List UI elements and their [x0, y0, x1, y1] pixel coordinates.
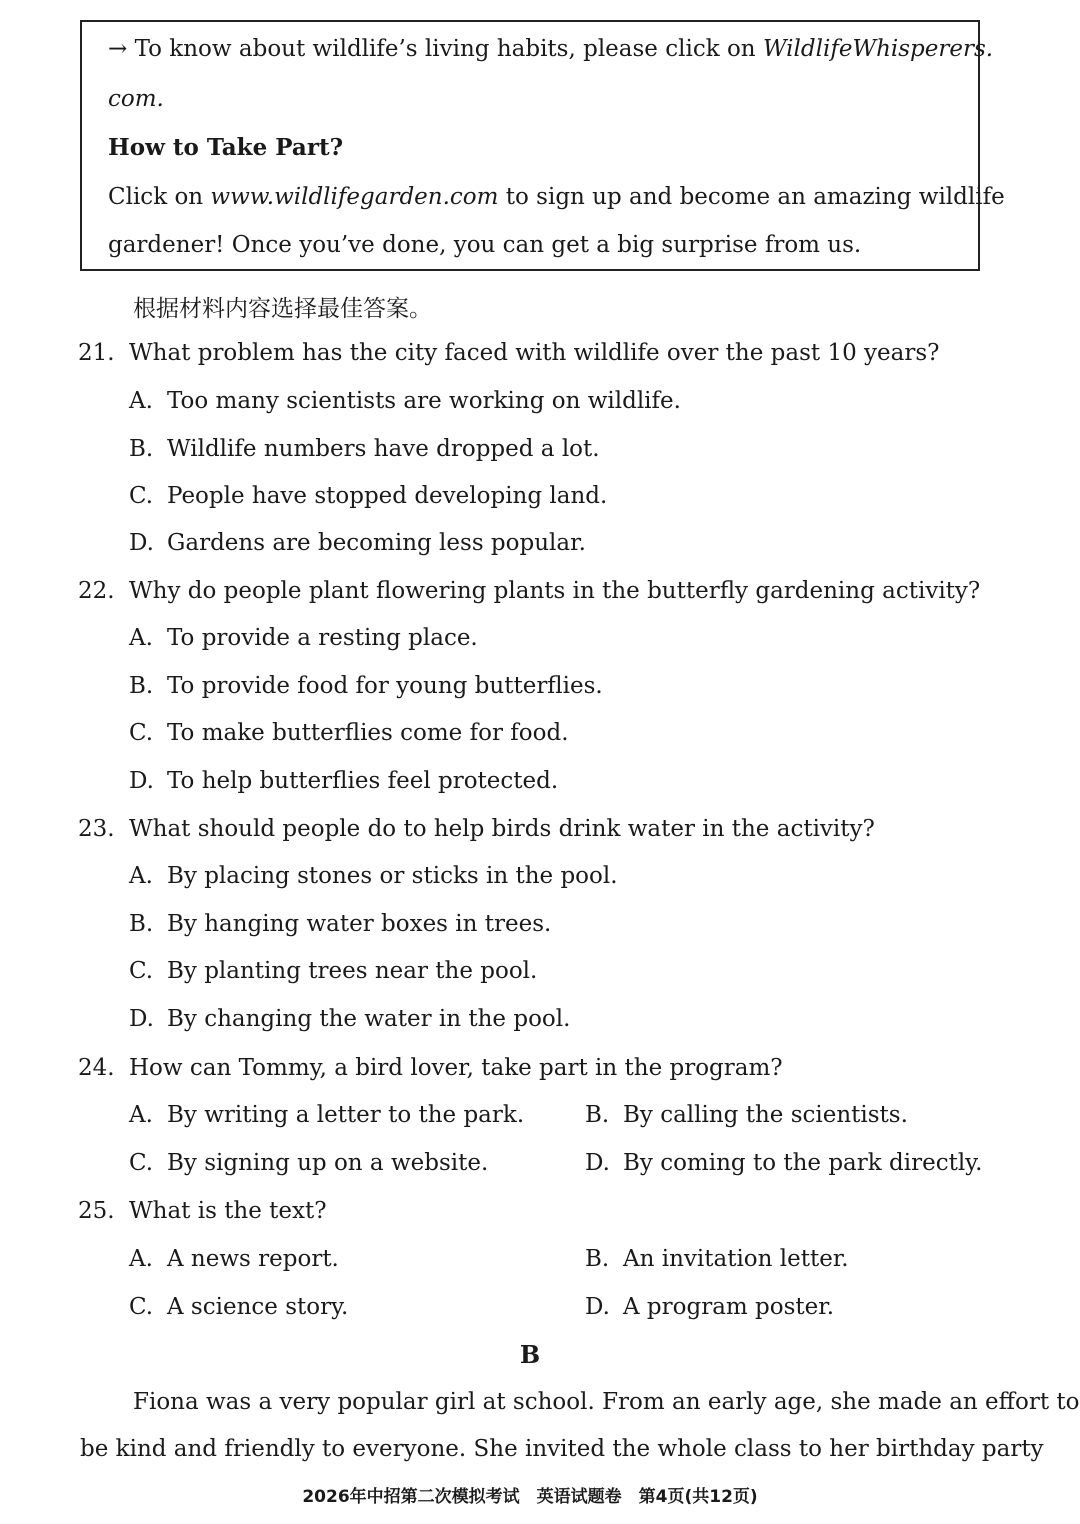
option-letter: A. [129, 1102, 153, 1128]
section-heading-b: B [519, 1340, 541, 1369]
box-heading: How to Take Part? [108, 134, 344, 161]
option-letter: D. [129, 1006, 154, 1032]
box-line2-url: com. [108, 86, 164, 112]
option-letter: C. [129, 483, 154, 509]
passage-line-2: be kind and friendly to everyone. She invited the whole class to her birthday party [80, 1436, 1044, 1462]
option-text: By calling the scientists. [623, 1102, 908, 1128]
passage-line-1: Fiona was a very popular girl at school. From an early age, she made an effort to [133, 1389, 1080, 1415]
option-text: A program poster. [623, 1294, 835, 1320]
option-text: To help butterflies feel protected. [167, 768, 559, 794]
question-text: What problem has the city faced with wildlife over the past 10 years? [129, 340, 940, 366]
question-number: 22. [78, 578, 115, 604]
option-letter: D. [585, 1150, 610, 1176]
option-22-c [129, 720, 569, 746]
option-text: By writing a letter to the park. [167, 1102, 525, 1128]
box-line3-suffix: to sign up and become an amazing wildlife [498, 184, 1005, 210]
option-25-a [129, 1246, 339, 1272]
question-number: 23. [78, 816, 115, 842]
option-letter: C. [129, 720, 154, 746]
option-24-d [585, 1150, 982, 1176]
page-footer: 2026年中招第二次模拟考试 英语试题卷 第4页(共12页) [302, 1487, 758, 1507]
question-number: 25. [78, 1198, 115, 1224]
question-text: How can Tommy, a bird lover, take part in the program? [129, 1055, 783, 1081]
option-24-a [129, 1102, 524, 1128]
option-22-b [129, 673, 603, 699]
option-text: A science story. [167, 1294, 349, 1320]
option-25-b [585, 1246, 849, 1272]
question-text: Why do people plant flowering plants in the butterfly gardening activity? [129, 578, 981, 604]
option-text: Wildlife numbers have dropped a lot. [167, 436, 600, 462]
box-line-3 [108, 184, 1005, 210]
option-letter: D. [129, 768, 154, 794]
box-line-2 [108, 86, 164, 112]
option-text: To provide food for young butterflies. [167, 673, 603, 699]
option-text: An invitation letter. [623, 1246, 849, 1272]
info-box [80, 20, 1005, 271]
option-text: By planting trees near the pool. [167, 958, 538, 984]
question-text: What is the text? [129, 1198, 327, 1224]
option-text: A news report. [167, 1246, 339, 1272]
box-line3-url: www.wildlifegarden.com [210, 184, 499, 210]
option-text: People have stopped developing land. [167, 483, 608, 509]
box-line3-prefix: Click on [108, 184, 211, 210]
question-number: 24. [78, 1055, 115, 1081]
option-24-b [585, 1102, 908, 1128]
option-letter: D. [129, 530, 154, 556]
option-text: Too many scientists are working on wildlife. [167, 388, 681, 414]
option-letter: B. [129, 911, 154, 937]
option-text: To provide a resting place. [167, 625, 478, 651]
option-letter: C. [129, 1294, 154, 1320]
option-letter: B. [129, 436, 154, 462]
option-25-d [585, 1294, 834, 1320]
option-letter: A. [129, 1246, 153, 1272]
box-line1-prefix: → To know about wildlife’s living habits, please click on [108, 36, 763, 62]
option-22-d [129, 768, 558, 794]
option-letter: C. [129, 958, 154, 984]
question-number: 21. [78, 340, 115, 366]
option-text: To make butterflies come for food. [167, 720, 569, 746]
option-21-b [129, 436, 600, 462]
option-letter: D. [585, 1294, 610, 1320]
option-25-c [129, 1294, 348, 1320]
option-24-c [129, 1150, 488, 1176]
option-23-a [129, 863, 618, 889]
option-letter: C. [129, 1150, 154, 1176]
instruction: 根据材料内容选择最佳答案。 [133, 296, 432, 322]
option-letter: A. [129, 863, 153, 889]
option-text: By coming to the park directly. [623, 1150, 983, 1176]
box-line1-url: WildlifeWhisperers. [762, 36, 994, 62]
box-line-4: gardener! Once you’ve done, you can get a big surprise from us. [108, 232, 862, 258]
box-line-1 [108, 36, 994, 62]
option-21-d [129, 530, 586, 556]
option-text: By placing stones or sticks in the pool. [167, 863, 618, 889]
option-23-c [129, 958, 537, 984]
option-21-a [129, 388, 681, 414]
option-22-a [129, 625, 478, 651]
option-letter: B. [585, 1102, 610, 1128]
question-text: What should people do to help birds drink water in the activity? [129, 816, 875, 842]
option-text: By hanging water boxes in trees. [167, 911, 552, 937]
option-21-c [129, 483, 607, 509]
option-letter: B. [585, 1246, 610, 1272]
option-letter: B. [129, 673, 154, 699]
option-text: By signing up on a website. [167, 1150, 489, 1176]
option-23-d [129, 1006, 570, 1032]
option-letter: A. [129, 625, 153, 651]
option-letter: A. [129, 388, 153, 414]
option-text: Gardens are becoming less popular. [167, 530, 586, 556]
option-23-b [129, 911, 551, 937]
option-text: By changing the water in the pool. [167, 1006, 571, 1032]
